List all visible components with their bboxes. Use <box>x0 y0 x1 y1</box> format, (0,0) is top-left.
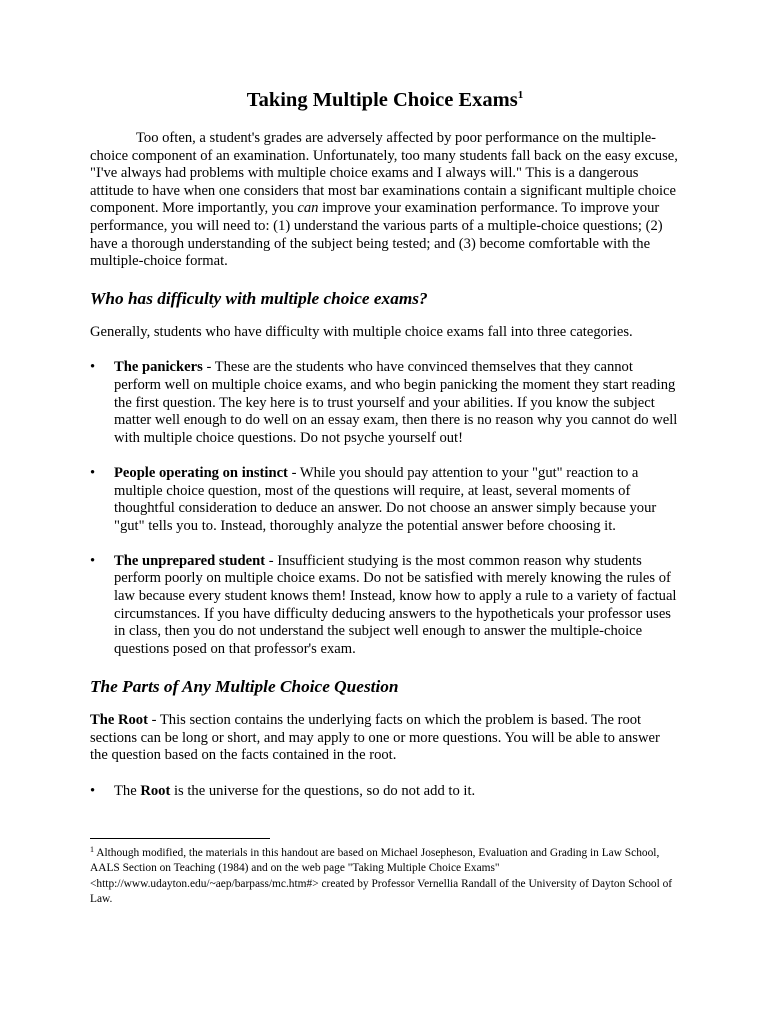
intro-text-start: Too often, a student's grades are adversely affected by poor performance on the multiple-choice component of an examination. Unfortunately, too many students fall back on the easy excuse, "I've always had problems with multiple choice exams and I always will." This is a dangerous attitude to have when one considers that most bar examinations contain a significant multiple choice component. More importantly, you <box>90 130 678 217</box>
list-item-text: - Insufficient studying is the most common reason why students perform poorly on multiple choice exams. Do not be satisfied with merely knowing the rules of law because every student knows them! Instead, know how to apply a rule to a variety of factual circumstances. If you have difficulty deducing answers to the hypotheticals your professor uses in class, then you do not understand the subject well enough to answer the multiple-choice questions posed on that professor's exam. <box>114 552 677 657</box>
root-bullet-term: Root <box>140 782 171 799</box>
list-item-text: - While you should pay attention to your "gut" reaction to a multiple choice question, most of the questions will require, at least, several moments of thoughtful consideration to deduce an answer. Do not choose an answer simply because your "gut" tells you to. Instead, thoroughly analyze the potential answer before choosing it. <box>114 464 657 534</box>
intro-paragraph <box>90 130 680 271</box>
list-item-term: The panickers <box>114 359 203 376</box>
bullet-icon: • <box>90 464 96 481</box>
list-item-term: People operating on instinct <box>114 464 288 481</box>
bullet-icon: • <box>90 359 96 376</box>
list-item <box>90 783 680 801</box>
bullet-icon: • <box>90 782 96 799</box>
intro-emphasis: can <box>297 200 319 217</box>
bullet-icon: • <box>90 552 96 569</box>
footnote-marker: 1 <box>90 845 94 854</box>
root-bullet-start: The <box>114 782 141 799</box>
root-term: The Root <box>90 712 148 729</box>
list-item <box>90 465 680 535</box>
list-item <box>90 553 680 659</box>
list-item-text: - These are the students who have convinced themselves that they cannot perform well on multiple choice exams, and who begin panicking the moment they start reading the first question. The key here is to trust yourself and your abilities. If you know the subject matter well enough to do well on an essay exam, then there is no reason why you cannot do well with multiple choice questions. Do not psyche yourself out! <box>114 359 678 446</box>
root-text: - This section contains the underlying facts on which the problem is based. The root sections can be long or short, and may apply to one or more questions. You will be able to answer the question based on the facts contained in the root. <box>90 712 660 764</box>
page-title-text: Taking Multiple Choice Exams <box>246 89 518 111</box>
footnote <box>90 846 682 908</box>
intro-text-end: improve your examination performance. To improve your performance, you will need to: (1) understand the various parts of a multiple-choice questions; (2) have a thorough understanding of the subject being tested; and (3) become comfortable with the multiple-choice format. <box>90 200 663 270</box>
section-heading-difficulty: Who has difficulty with multiple choice exams? <box>90 288 428 308</box>
footnote-text: Although modified, the materials in this handout are based on Michael Josepheson, Evaluation and Grading in Law School, AALS Section on Teaching (1984) and on the web page "Taking Multiple Choice Exams" <http://www.udayton.edu/~aep/barpass/mc.htm#> created by Professor Vernellia Randall of the University of Dayton School of Law. <box>90 847 673 906</box>
root-paragraph <box>90 712 680 765</box>
list-item <box>90 359 680 447</box>
section-heading-parts: The Parts of Any Multiple Choice Question <box>90 677 399 697</box>
root-list <box>90 783 680 801</box>
list-item-term: The unprepared student <box>114 552 266 569</box>
title-footnote-marker[interactable]: 1 <box>517 89 524 101</box>
page-title <box>90 88 680 112</box>
section-lead-paragraph: Generally, students who have difficulty with multiple choice exams fall into three categories. <box>90 323 633 340</box>
root-bullet-end: is the universe for the questions, so do not add to it. <box>170 782 476 799</box>
footnote-divider <box>90 838 270 839</box>
category-list <box>90 359 680 658</box>
